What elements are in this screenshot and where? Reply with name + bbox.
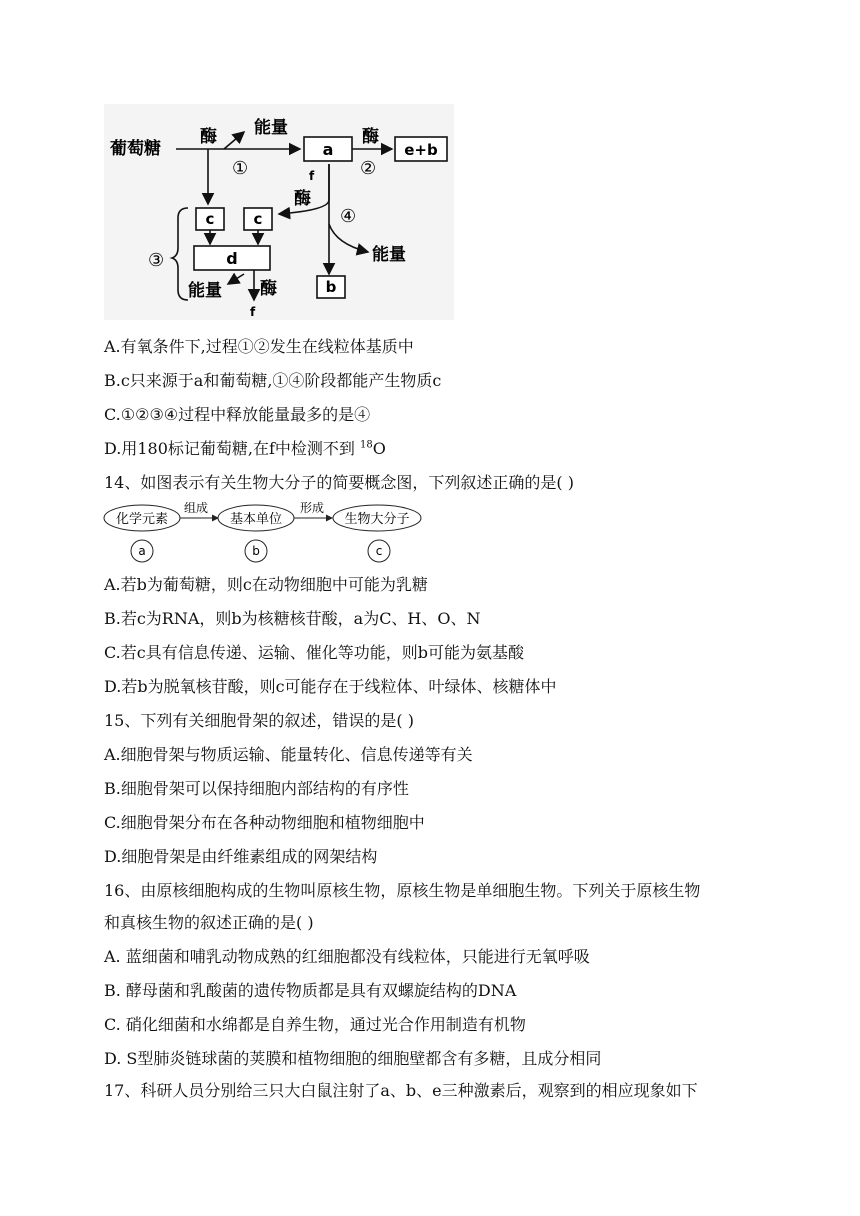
energy-label-1: 能量 <box>254 118 288 138</box>
q13-option-b: B.c只来源于a和葡萄糖,①④阶段都能产生物质c <box>104 371 442 390</box>
concept-diagram <box>102 500 422 566</box>
box-d-label: d <box>226 249 238 268</box>
q15-option-a: A.细胞骨架与物质运输、能量转化、信息传递等有关 <box>104 745 473 764</box>
label-a-text: a <box>138 544 146 558</box>
q14-stem: 14、如图表示有关生物大分子的简要概念图，下列叙述正确的是( ) <box>104 473 574 492</box>
label-c-text: c <box>375 544 383 558</box>
q16-option-a: A. 蓝细菌和哺乳动物成熟的红细胞都没有线粒体，只能进行无氧呼吸 <box>104 947 590 966</box>
arrow-compose-label: 组成 <box>183 501 209 515</box>
box-a-label: a <box>322 140 334 159</box>
step-3-label: ③ <box>148 250 165 271</box>
q13-option-d-text: D.用180标记葡萄糖,在f中检测不到 <box>104 439 355 458</box>
q16-option-b: B. 酵母菌和乳酸菌的遗传物质都是具有双螺旋结构的DNA <box>104 981 517 1000</box>
q16-stem-line2: 和真核生物的叙述正确的是( ) <box>104 913 314 932</box>
enzyme-label-2: 酶 <box>362 127 379 147</box>
q17-stem: 17、科研人员分别给三只大白鼠注射了a、b、e三种激素后，观察到的相应现象如下 <box>104 1081 698 1100</box>
q15-option-c: C.细胞骨架分布在各种动物细胞和植物细胞中 <box>104 813 425 832</box>
step-4-label: ④ <box>340 206 357 227</box>
q16-option-c: C. 硝化细菌和水绵都是自养生物，通过光合作用制造有机物 <box>104 1015 526 1034</box>
step-1-label: ① <box>232 158 249 179</box>
enzyme-label-3: 酶 <box>294 189 311 209</box>
box-eb-label: e+b <box>404 141 438 159</box>
q15-stem: 15、下列有关细胞骨架的叙述，错误的是( ) <box>104 711 414 730</box>
q15-option-b: B.细胞骨架可以保持细胞内部结构的有序性 <box>104 779 409 798</box>
box-c-1-label: c <box>205 210 215 228</box>
q16-option-d: D. S型肺炎链球菌的荚膜和植物细胞的细胞壁都含有多糖，且成分相同 <box>104 1049 602 1068</box>
f-label-2: f <box>250 305 256 319</box>
box-c-2-label: c <box>253 210 263 228</box>
oxygen-symbol: O <box>372 439 386 458</box>
node-b-text: 基本单位 <box>229 512 283 527</box>
arrow-form-label: 形成 <box>299 501 325 515</box>
q14-option-c: C.若c具有信息传递、运输、催化等功能，则b可能为氨基酸 <box>104 643 524 662</box>
node-a-text: 化学元素 <box>115 512 169 527</box>
q13-option-d <box>104 438 386 460</box>
energy-label-4: 能量 <box>372 245 406 265</box>
isotope-superscript: 18 <box>360 439 373 451</box>
f-label-1: f <box>309 169 315 183</box>
q15-option-d: D.细胞骨架是由纤维素组成的网架结构 <box>104 847 378 866</box>
enzyme-label-1: 酶 <box>200 127 217 147</box>
q14-option-b: B.若c为RNA，则b为核糖核苷酸，a为C、H、O、N <box>104 609 481 628</box>
q16-stem-line1: 16、由原核细胞构成的生物叫原核生物，原核生物是单细胞生物。下列关于原核生物 <box>104 881 701 900</box>
respiration-diagram <box>104 104 454 320</box>
box-b-label: b <box>325 278 337 296</box>
glucose-label: 葡萄糖 <box>110 139 161 159</box>
enzyme-label-4: 酶 <box>260 279 277 299</box>
energy-label-3: 能量 <box>188 281 222 301</box>
q13-option-c: C.①②③④过程中释放能量最多的是④ <box>104 405 371 424</box>
q14-option-a: A.若b为葡萄糖，则c在动物细胞中可能为乳糖 <box>104 575 428 594</box>
node-c-text: 生物大分子 <box>344 512 410 527</box>
q14-option-d: D.若b为脱氧核苷酸，则c可能存在于线粒体、叶绿体、核糖体中 <box>104 677 557 696</box>
q13-option-a: A.有氧条件下,过程①②发生在线粒体基质中 <box>104 337 414 356</box>
step-2-label: ② <box>360 158 377 179</box>
label-b-text: b <box>252 544 260 558</box>
